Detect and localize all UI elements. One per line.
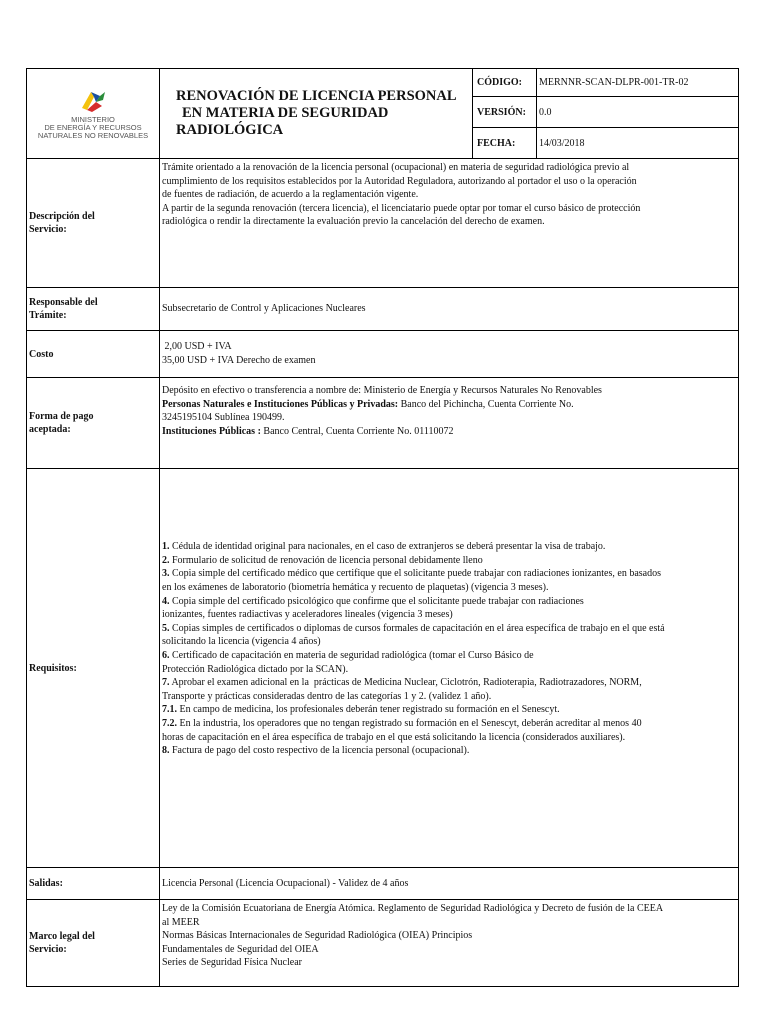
requisito-text: Copias simples de certificados o diplomas de cursos formales de capacitación en el área específica de trabajo en el que está <box>169 622 665 634</box>
text-line: Ley de la Comisión Ecuatoriana de Energía Atómica. Reglamento de Seguridad Radiológica y Decreto de fusión de la CEEA <box>162 903 664 914</box>
requisito-line <box>162 676 736 690</box>
descripcion-text <box>160 159 739 288</box>
title-line: RADIOLÓGICA <box>176 122 284 138</box>
requisito-number: 4. <box>162 595 170 607</box>
requisitos-row <box>27 469 739 868</box>
requisito-text: Aprobar el examen adicional en la prácticas de Medicina Nuclear, Ciclotrón, Radioterapia, Radiotrazadores, NORM, <box>169 677 642 689</box>
responsable-row <box>27 288 739 331</box>
marco-legal-text <box>160 900 739 987</box>
label-line: Servicio: <box>29 944 67 955</box>
salidas-row <box>27 868 739 900</box>
requisito-text: Formulario de solicitud de renovación de licencia personal debidamente lleno <box>169 554 483 566</box>
label-line: Trámite: <box>29 310 67 321</box>
requisito-text: Protección Radiológica dictado por la SCAN). <box>162 663 349 675</box>
requisito-line <box>162 581 736 595</box>
requisito-line <box>162 540 736 554</box>
requisitos-label: Requisitos: <box>27 469 160 868</box>
codigo-value: MERNNR-SCAN-DLPR-001-TR-02 <box>537 69 739 97</box>
text-line: Fundamentales de Seguridad del OIEA <box>162 943 319 955</box>
requisito-number: 2. <box>162 554 170 566</box>
requisito-number: 7.1. <box>162 704 177 716</box>
costo-label: Costo <box>27 331 160 378</box>
descripcion-row <box>27 159 739 288</box>
label-line: aceptada: <box>29 424 71 435</box>
fecha-value: 14/03/2018 <box>537 128 739 159</box>
marco-legal-label <box>27 900 160 987</box>
fecha-label: FECHA: <box>473 128 537 159</box>
text-line: A partir de la segunda renovación (tercera licencia), el licenciatario puede optar por tomar el curso básico de protección <box>162 202 641 214</box>
version-label: VERSIÓN: <box>473 97 537 128</box>
codigo-label: CÓDIGO: <box>473 69 537 97</box>
requisito-number: 7. <box>162 677 170 689</box>
requisito-text: Certificado de capacitación en materia de seguridad radiológica (tomar el Curso Básico de <box>169 650 534 661</box>
costo-text <box>160 331 739 378</box>
text-line: 3245195104 Sublínea 190499. <box>162 412 285 424</box>
text-line <box>162 398 736 412</box>
requisito-line <box>162 703 736 717</box>
label-line: Forma de pago <box>29 411 94 422</box>
logo-line: DE ENERGÍA Y RECURSOS <box>44 122 142 132</box>
requisito-text: en los exámenes de laboratorio (biometría hemática y recuento de plaquetas) (vigencia 3 meses). <box>162 582 549 594</box>
text-line: Trámite orientado a la renovación de la licencia personal (ocupacional) en materia de seguridad radiológica previo al <box>162 162 630 173</box>
requisito-text: En campo de medicina, los profesionales deberán tener registrado su formación en el Senescyt. <box>177 704 560 716</box>
responsable-label <box>27 288 160 331</box>
bold-text: Personas Naturales e Instituciones Públicas y Privadas: <box>162 398 399 410</box>
forma-pago-label <box>27 378 160 469</box>
requisito-number: 7.2. <box>162 717 177 729</box>
requisito-number: 1. <box>162 541 170 553</box>
text-line: 35,00 USD + IVA Derecho de examen <box>162 355 316 366</box>
requisito-text: Transporte y prácticas consideradas dentro de las categorías 1 y 2. (validez 1 año). <box>162 690 492 702</box>
label-line: Servicio: <box>29 224 67 235</box>
requisito-text: Copia simple del certificado médico que certifique que el solicitante puede trabajar con radiaciones ionizantes, en basados <box>169 568 661 580</box>
text-line: Depósito en efectivo o transferencia a nombre de: Ministerio de Energía y Recursos Naturales No Renovables <box>162 385 602 396</box>
requisito-line <box>162 717 736 731</box>
logo-cell <box>27 69 160 159</box>
bold-text: Instituciones Públicas : <box>162 425 261 437</box>
responsable-value: Subsecretario de Control y Aplicaciones Nucleares <box>160 288 739 331</box>
ministry-emblem-icon <box>78 88 108 114</box>
requisito-line <box>162 690 736 704</box>
requisito-text: solicitando la licencia (vigencia 4 años) <box>162 636 321 648</box>
forma-pago-text <box>160 378 739 469</box>
descripcion-label <box>27 159 160 288</box>
requisito-text: Copia simple del certificado psicológico que confirme que el solicitante puede trabajar con radiaciones <box>169 595 584 607</box>
title-line: EN MATERIA DE SEGURIDAD <box>182 105 389 121</box>
label-line: Descripción del <box>29 211 95 222</box>
title-line: RENOVACIÓN DE LICENCIA PERSONAL <box>176 88 457 104</box>
requisito-number: 3. <box>162 568 170 580</box>
requisito-text: horas de capacitación en el área específica de trabajo en el que está solicitando la licencia (considerados auxiliares). <box>162 731 626 743</box>
text-line: 2,00 USD + IVA <box>162 341 232 353</box>
requisito-text: En la industria, los operadores que no tengan registrado su formación en el Senescyt, deberán acreditar al menos 40 <box>177 717 642 729</box>
requisito-number: 8. <box>162 745 170 757</box>
requisito-text: Factura de pago del costo respectivo de la licencia personal (ocupacional). <box>169 745 470 757</box>
requisitos-list <box>160 469 739 868</box>
ministry-logo <box>27 70 159 158</box>
logo-line: NATURALES NO RENOVABLES <box>37 130 149 140</box>
text-line: Series de Seguridad Física Nuclear <box>162 957 302 969</box>
requisito-number: 5. <box>162 622 170 634</box>
requisito-line <box>162 649 736 663</box>
requisito-line <box>162 731 736 745</box>
requisito-text: ionizantes, fuentes radiactivas y aceleradores lineales (vigencia 3 meses) <box>162 609 453 621</box>
service-sheet <box>26 68 738 987</box>
requisito-text: Cédula de identidad original para nacionales, en el caso de extranjeros se deberá presentar la visa de trabajo. <box>169 541 606 553</box>
forma-pago-row <box>27 378 739 469</box>
plain-text: Banco Central, Cuenta Corriente No. 01110072 <box>260 425 454 437</box>
text-line: radiológica o rendir la directamente la evaluación previo la cancelación del derecho de examen. <box>162 216 545 228</box>
requisito-line <box>162 635 736 649</box>
costo-row <box>27 331 739 378</box>
marco-legal-row <box>27 900 739 987</box>
text-line <box>162 425 736 439</box>
requisito-number: 6. <box>162 650 170 661</box>
requisito-line <box>162 608 736 622</box>
requisito-line <box>162 744 736 758</box>
document-title <box>160 69 473 159</box>
requisito-line <box>162 595 736 609</box>
text-line: al MEER <box>162 916 200 928</box>
requisito-line <box>162 554 736 568</box>
requisito-line <box>162 622 736 636</box>
version-value: 0.0 <box>537 97 739 128</box>
plain-text: Banco del Pichincha, Cuenta Corriente No. <box>398 398 574 410</box>
text-line: Normas Básicas Internacionales de Seguridad Radiológica (OIEA) Principios <box>162 930 473 942</box>
salidas-value: Licencia Personal (Licencia Ocupacional) - Validez de 4 años <box>160 868 739 900</box>
header-row <box>27 69 739 97</box>
label-line: Marco legal del <box>29 931 95 942</box>
text-line: de fuentes de radiación, de acuerdo a la reglamentación vigente. <box>162 189 419 201</box>
requisito-line <box>162 663 736 677</box>
text-line: cumplimiento de los requisitos establecidos por la Autoridad Reguladora, autorizando al portador el uso o la operación <box>162 175 637 187</box>
label-line: Responsable del <box>29 297 98 308</box>
service-table <box>26 68 739 987</box>
logo-line: MINISTERIO <box>71 114 115 124</box>
ministry-name <box>38 116 148 140</box>
salidas-label: Salidas: <box>27 868 160 900</box>
requisito-line <box>162 567 736 581</box>
